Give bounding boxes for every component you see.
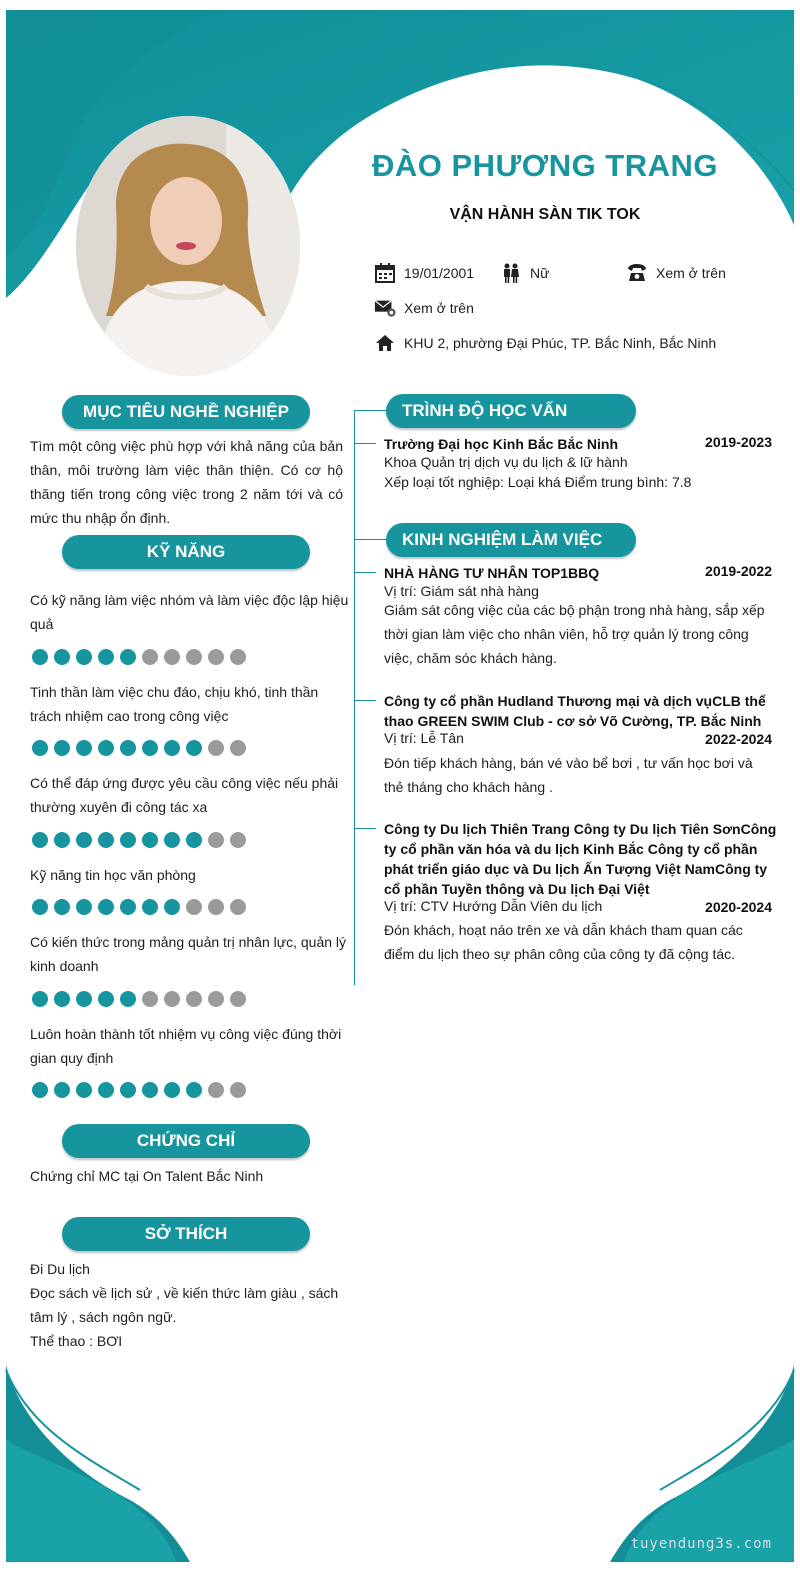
job-description: Giám sát công việc của các bộ phận trong nhà hàng, sắp xếp thời gian làm việc cho nhân viên, hỗ trợ quản lý trong công việc, chăm sóc khách hàng. bbox=[384, 602, 765, 666]
home-icon bbox=[374, 332, 396, 354]
birthday-info bbox=[374, 262, 474, 284]
rating-dot-filled bbox=[98, 899, 114, 915]
rating-dot-filled bbox=[142, 1082, 158, 1098]
timeline-tick bbox=[354, 700, 376, 701]
timeline-tick bbox=[354, 572, 376, 573]
rating-dot-empty bbox=[142, 649, 158, 665]
hobby-item: Thể thao : BƠI bbox=[30, 1333, 123, 1349]
rating-dot-filled bbox=[164, 740, 180, 756]
certificate-text: Chứng chỉ MC tại On Talent Bắc Ninh bbox=[30, 1168, 264, 1184]
rating-dot-filled bbox=[120, 649, 136, 665]
hobbies-heading: SỞ THÍCH bbox=[62, 1217, 310, 1251]
avatar bbox=[76, 116, 300, 376]
rating-dot-empty bbox=[230, 649, 246, 665]
skill-rating bbox=[32, 649, 246, 665]
hobbies-list bbox=[30, 1257, 350, 1353]
skill-rating bbox=[32, 740, 246, 756]
rating-dot-filled bbox=[32, 991, 48, 1007]
hobby-item: Đọc sách về lịch sử , về kiến thức làm giàu , sách tâm lý , sách ngôn ngữ. bbox=[30, 1285, 339, 1325]
gender-info bbox=[500, 262, 549, 284]
job-years: 2019-2022 bbox=[705, 563, 772, 579]
skill-rating bbox=[32, 899, 246, 915]
rating-dot-filled bbox=[76, 649, 92, 665]
rating-dot-empty bbox=[230, 832, 246, 848]
email-icon bbox=[374, 297, 396, 319]
rating-dot-filled bbox=[186, 1082, 202, 1098]
rating-dot-filled bbox=[164, 899, 180, 915]
job-company: Công ty Du lịch Thiên Trang Công ty Du lịch Tiên SơnCông ty cổ phần văn hóa và du lịch Kinh Bắc Công ty cổ phần phát triển giáo dục và Du lịch Ấn Tượng Việt NamCông ty cổ phần Tuyền thông và Du lịch Đại Việt bbox=[384, 821, 777, 897]
skill-text: Có thể đáp ứng được yêu cầu công việc nếu phải thường xuyên đi công tác xa bbox=[30, 775, 339, 815]
skill-rating bbox=[32, 1082, 246, 1098]
rating-dot-empty bbox=[142, 991, 158, 1007]
job-company: NHÀ HÀNG TƯ NHÂN TOP1BBQ bbox=[384, 565, 600, 581]
phone-info bbox=[626, 262, 726, 284]
job-description: Đón tiếp khách hàng, bán vé vào bể bơi , tư vấn học bơi và thẻ tháng cho khách hàng . bbox=[384, 755, 753, 795]
timeline-connector bbox=[354, 410, 388, 411]
rating-dot-filled bbox=[54, 740, 70, 756]
rating-dot-filled bbox=[120, 740, 136, 756]
rating-dot-empty bbox=[230, 899, 246, 915]
rating-dot-empty bbox=[208, 1082, 224, 1098]
rating-dot-empty bbox=[230, 740, 246, 756]
rating-dot-filled bbox=[32, 832, 48, 848]
job-position: Vị trí: Lễ Tân bbox=[384, 730, 464, 746]
calendar-icon bbox=[374, 262, 396, 284]
skill-text: Kỹ năng tin học văn phòng bbox=[30, 867, 196, 883]
rating-dot-filled bbox=[76, 899, 92, 915]
rating-dot-filled bbox=[142, 899, 158, 915]
job-years: 2020-2024 bbox=[705, 899, 772, 915]
rating-dot-filled bbox=[32, 899, 48, 915]
profile-photo bbox=[76, 116, 300, 376]
rating-dot-filled bbox=[142, 740, 158, 756]
objective-heading: MỤC TIÊU NGHỀ NGHIỆP bbox=[62, 395, 310, 429]
school-name: Trường Đại học Kinh Bắc Bắc Ninh bbox=[384, 436, 619, 452]
job-position: Vị trí: CTV Hướng Dẫn Viên du lịch bbox=[384, 898, 603, 914]
rating-dot-filled bbox=[76, 740, 92, 756]
skill-text: Tinh thần làm việc chu đáo, chịu khó, tinh thần trách nhiệm cao trong công việc bbox=[30, 684, 319, 724]
experience-heading: KINH NGHIỆM LÀM VIỆC bbox=[386, 523, 636, 557]
rating-dot-filled bbox=[76, 991, 92, 1007]
rating-dot-empty bbox=[208, 649, 224, 665]
rating-dot-empty bbox=[164, 991, 180, 1007]
gender-icon bbox=[500, 262, 522, 284]
rating-dot-empty bbox=[208, 832, 224, 848]
rating-dot-filled bbox=[32, 1082, 48, 1098]
timeline-line bbox=[354, 410, 355, 985]
skill-text: Có kiến thức trong mảng quản trị nhân lực, quản lý kinh doanh bbox=[30, 934, 347, 974]
rating-dot-filled bbox=[76, 1082, 92, 1098]
gender-value: Nữ bbox=[530, 265, 550, 281]
email-info bbox=[374, 297, 474, 319]
skills-heading: KỸ NĂNG bbox=[62, 535, 310, 569]
education-grade: Xếp loại tốt nghiệp: Loại khá Điểm trung bình: 7.8 bbox=[384, 474, 692, 490]
rating-dot-filled bbox=[54, 991, 70, 1007]
rating-dot-empty bbox=[208, 740, 224, 756]
rating-dot-filled bbox=[120, 1082, 136, 1098]
rating-dot-filled bbox=[120, 899, 136, 915]
rating-dot-filled bbox=[164, 1082, 180, 1098]
hobby-item: Đi Du lịch bbox=[30, 1261, 90, 1277]
rating-dot-empty bbox=[186, 899, 202, 915]
rating-dot-filled bbox=[186, 740, 202, 756]
job-position: Vị trí: Giám sát nhà hàng bbox=[384, 583, 539, 599]
rating-dot-filled bbox=[120, 991, 136, 1007]
rating-dot-filled bbox=[98, 1082, 114, 1098]
rating-dot-empty bbox=[208, 899, 224, 915]
rating-dot-empty bbox=[208, 991, 224, 1007]
rating-dot-filled bbox=[142, 832, 158, 848]
rating-dot-filled bbox=[98, 649, 114, 665]
timeline-connector bbox=[354, 539, 388, 540]
email-value: Xem ở trên bbox=[404, 300, 474, 316]
rating-dot-empty bbox=[230, 991, 246, 1007]
certificates-heading: CHỨNG CHỈ bbox=[62, 1124, 310, 1158]
job-description: Đón khách, hoạt náo trên xe và dẫn khách tham quan các điểm du lịch theo sự phân công của công ty đã cộng tác. bbox=[384, 922, 743, 962]
rating-dot-filled bbox=[54, 1082, 70, 1098]
job-years: 2022-2024 bbox=[705, 731, 772, 747]
rating-dot-filled bbox=[120, 832, 136, 848]
rating-dot-filled bbox=[186, 832, 202, 848]
timeline-tick bbox=[354, 443, 376, 444]
rating-dot-filled bbox=[164, 832, 180, 848]
skill-text: Luôn hoàn thành tốt nhiệm vụ công việc đúng thời gian quy định bbox=[30, 1026, 342, 1066]
rating-dot-filled bbox=[54, 899, 70, 915]
rating-dot-filled bbox=[98, 991, 114, 1007]
rating-dot-filled bbox=[54, 832, 70, 848]
rating-dot-filled bbox=[54, 649, 70, 665]
rating-dot-empty bbox=[186, 649, 202, 665]
rating-dot-filled bbox=[32, 649, 48, 665]
skill-rating bbox=[32, 832, 246, 848]
candidate-name: ĐÀO PHƯƠNG TRANG bbox=[371, 148, 719, 183]
phone-icon bbox=[626, 262, 648, 284]
rating-dot-filled bbox=[98, 740, 114, 756]
rating-dot-filled bbox=[98, 832, 114, 848]
timeline-tick bbox=[354, 828, 376, 829]
rating-dot-empty bbox=[230, 1082, 246, 1098]
rating-dot-filled bbox=[32, 740, 48, 756]
address-value: KHU 2, phường Đại Phúc, TP. Bắc Ninh, Bắc Ninh bbox=[404, 335, 717, 351]
skill-rating bbox=[32, 991, 246, 1007]
birthday-value: 19/01/2001 bbox=[404, 265, 475, 281]
address-info bbox=[374, 332, 716, 354]
education-heading: TRÌNH ĐỘ HỌC VẤN bbox=[386, 394, 636, 428]
watermark: tuyendung3s.com bbox=[630, 1536, 772, 1552]
phone-value: Xem ở trên bbox=[656, 265, 726, 281]
education-major: Khoa Quản trị dịch vụ du lịch & lữ hành bbox=[384, 454, 628, 470]
rating-dot-empty bbox=[164, 649, 180, 665]
skill-text: Có kỹ năng làm việc nhóm và làm việc độc lập hiệu quả bbox=[30, 592, 349, 632]
job-company: Công ty cổ phần Hudland Thương mại và dịch vụCLB thể thao GREEN SWIM Club - cơ sở Võ Cường, TP. Bắc Ninh bbox=[384, 693, 766, 729]
education-years: 2019-2023 bbox=[705, 434, 772, 450]
rating-dot-filled bbox=[76, 832, 92, 848]
job-title: VẬN HÀNH SÀN TIK TOK bbox=[449, 206, 641, 223]
rating-dot-empty bbox=[186, 991, 202, 1007]
objective-text: Tìm một công việc phù hợp với khả năng của bản thân, môi trường làm việc thân thiện. Có cơ hộ thăng tiến trong công việc trong 2 năm tới và có mức thu nhập ổn định. bbox=[30, 438, 343, 526]
